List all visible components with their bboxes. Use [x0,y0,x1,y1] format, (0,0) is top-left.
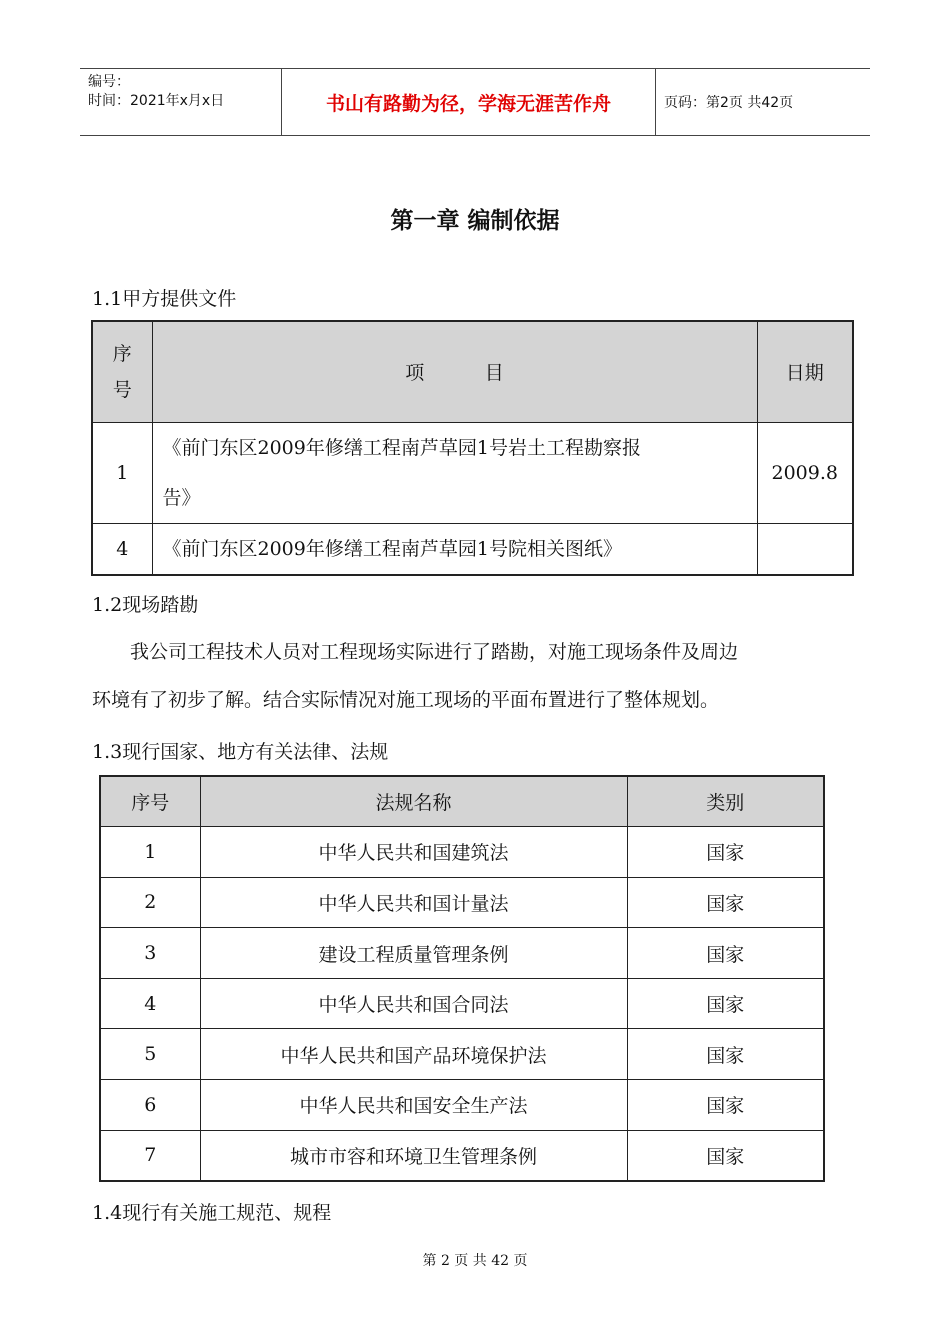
row-law-name: 中华人民共和国建筑法 [200,827,627,878]
page-footer: 第 2 页 共 42 页 [422,1253,528,1269]
table-row [100,1130,824,1181]
row-seq: 6 [100,1080,200,1131]
row-category: 国家 [627,877,824,928]
section-heading-1-4: 1.4现行有关施工规范、规程 [92,1202,332,1224]
row-category: 国家 [627,928,824,979]
section-heading-1-3: 1.3现行国家、地方有关法律、法规 [92,741,389,763]
laws-regulations-table [99,775,825,1182]
row-law-name: 城市市容和环境卫生管理条例 [200,1130,627,1181]
page-header [80,68,870,136]
row-seq: 1 [92,422,152,523]
row-date [757,523,853,575]
table-row [100,1029,824,1080]
section-heading-1-1: 1.1甲方提供文件 [92,288,237,310]
row-law-name: 中华人民共和国产品环境保护法 [200,1029,627,1080]
row-seq: 5 [100,1029,200,1080]
row-seq: 4 [100,978,200,1029]
client-documents-table [91,320,854,576]
row-law-name: 中华人民共和国计量法 [200,877,627,928]
row-seq: 1 [100,827,200,878]
doc-number-label: 编号： [88,74,130,90]
chapter-title: 第一章 编制依据 [390,208,560,234]
header-item: 项 目 [152,321,757,422]
table-row [100,877,824,928]
table-row [100,978,824,1029]
header-time: 时间：2021年x月x日 [88,93,225,109]
site-survey-paragraph [92,628,862,724]
header-date: 日期 [757,321,853,422]
row-seq: 3 [100,928,200,979]
row-law-name: 中华人民共和国安全生产法 [200,1080,627,1131]
row-item: 《前门东区2009年修缮工程南芦草园1号岩土工程勘察报 告》 [152,422,757,523]
table-row [92,422,853,523]
header-law-name: 法规名称 [200,776,627,827]
header-meta-cell [80,69,282,135]
row-law-name: 建设工程质量管理条例 [200,928,627,979]
row-category: 国家 [627,827,824,878]
header-motto: 书山有路勤为径，学海无涯苦作舟 [282,69,656,135]
row-item: 《前门东区2009年修缮工程南芦草园1号院相关图纸》 [152,523,757,575]
paragraph-line-2: 环境有了初步了解。结合实际情况对施工现场的平面布置进行了整体规划。 [92,689,720,711]
table-row [100,827,824,878]
table-header-row [92,321,853,422]
header-seq: 序 号 [92,321,152,422]
row-category: 国家 [627,1080,824,1131]
row-seq: 4 [92,523,152,575]
table-row [100,928,824,979]
header-seq: 序号 [100,776,200,827]
row-category: 国家 [627,1029,824,1080]
header-category: 类别 [627,776,824,827]
row-seq: 2 [100,877,200,928]
row-date: 2009.8 [757,422,853,523]
table-row [100,1080,824,1131]
table-header-row [100,776,824,827]
row-law-name: 中华人民共和国合同法 [200,978,627,1029]
row-category: 国家 [627,1130,824,1181]
section-heading-1-2: 1.2现场踏勘 [92,594,199,616]
row-category: 国家 [627,978,824,1029]
paragraph-line-1: 我公司工程技术人员对工程现场实际进行了踏勘，对施工现场条件及周边 [130,641,739,663]
table-row [92,523,853,575]
header-page-info: 页码：第2页 共42页 [664,95,794,111]
row-seq: 7 [100,1130,200,1181]
